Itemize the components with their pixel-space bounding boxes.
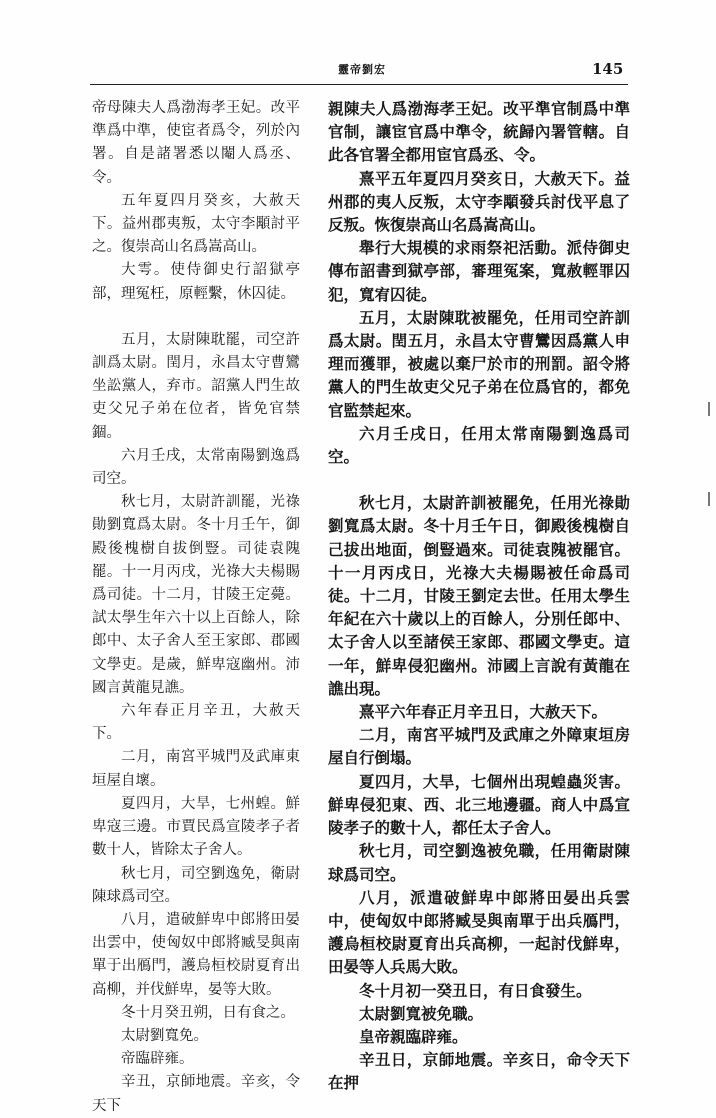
paragraph: 二月，南宮平城門及武庫東垣屋自壞。 [92,749,300,789]
paragraph: 帝母陳夫人爲渤海孝王妃。改平準爲中準，使宦者爲令，列於內署。自是諸署悉以閹人爲丞、令。 [92,100,300,186]
paragraph: 冬十月癸丑朔，日有食之。 [121,1004,295,1021]
page-number: 145 [592,60,624,78]
running-header-title: 靈帝劉宏 [338,63,386,76]
paragraph: 太尉劉寬免。 [121,1027,208,1044]
paragraph: 親陳夫人爲渤海孝王妃。改平準官制爲中準官制，讓宦官爲中準令，統歸內署管轄。自此各官署全都用宦官爲丞、令。 [328,99,630,165]
paragraph: 六月壬戌，太常南陽劉逸爲司空。 [92,447,300,488]
paragraph: 熹平六年春正月辛丑日，大赦天下。 [359,702,608,722]
paragraph: 辛丑，京師地震。辛亥，令天下 [92,1074,300,1114]
paragraph: 舉行大規模的求雨祭祀活動。派侍御史傳布詔書到獄亭部，審理冤案，寬赦輕罪囚犯，寬宥囚徒。 [328,238,630,304]
paragraph: 大雩。使侍御史行詔獄亭部，理冤枉，原輕繫，休囚徒。 [92,262,300,302]
paragraph: 熹平五年夏四月癸亥日，大赦天下。益州郡的夷人反叛，太守李顒發兵討伐平息了反叛。恢復崇高山名爲嵩高山。 [328,168,630,235]
classical-text-column [92,97,300,1118]
paragraph: 五月，太尉陳耽被罷免，任用司空許訓爲太尉。閏五月，永昌太守曹鸞因爲黨人申理而獲罪，被處以棄尸於市的刑罰。詔令將黨人的門生故吏父兄子弟在位爲官的，都免官監禁起來。 [328,307,630,420]
paragraph: 夏四月，大旱，七個州出現蝗蟲災害。鮮卑侵犯東、西、北三地邊疆。商人中爲宣陵孝子的數十人，都任太子舍人。 [328,771,630,838]
paragraph: 六年春正月辛丑，大赦天下。 [92,703,300,743]
paragraph: 帝臨辟雍。 [121,1051,194,1068]
header-rule [90,84,628,85]
scan-edge-mark [708,492,710,506]
paragraph: 皇帝親臨辟雍。 [359,1026,468,1046]
paragraph: 辛丑日，京師地震。辛亥日，命令天下在押 [328,1050,630,1093]
paragraph: 五月，太尉陳耽罷，司空許訓爲太尉。閏月，永昌太守曹鸞坐訟黨人，弃市。詔黨人門生故吏父兄子弟在位者，皆免官禁錮。 [92,331,300,441]
scan-edge-mark [708,402,710,416]
paragraph: 太尉劉寬被免職。 [359,1003,484,1023]
paragraph: 秋七月，太尉許訓被罷免，任用光祿勛劉寬爲太尉。冬十月壬午日，御殿後槐樹自己拔出地面，倒豎過來。司徒袁隗被罷官。十一月丙戌日，光祿大夫楊賜被任命爲司徒。十二月，甘陵王劉定去世。任用太學生年紀在六十歲以上的百餘人，分別任郎中、太子舍人以至諸侯王家郎、郡國文學吏。這一年，鮮卑侵犯幽州。沛國上言說有黃龍在譙出現。 [328,493,630,698]
paragraph: 夏四月，大旱，七州蝗。鮮卑寇三邊。市賈民爲宣陵孝子者數十人，皆除太子舍人。 [92,795,300,859]
paragraph: 八月，派遣破鮮卑中郎將田晏出兵雲中，使匈奴中郎將臧旻與南單于出兵鴈門，護烏桓校尉夏育出兵高柳，一起討伐鮮卑，田晏等人兵馬大敗。 [328,887,630,977]
paragraph: 秋七月，太尉許訓罷，光祿勛劉寬爲太尉。冬十月壬午，御殿後槐樹自拔倒豎。司徒袁隗罷。十一月丙戌，光祿大夫楊賜爲司徒。十二月，甘陵王定薨。試太學生年六十以上百餘人，除郎中、太子舍人至王家郎、郡國文學吏。是歲，鮮卑寇幽州。沛國言黃龍見譙。 [92,494,300,696]
translation-column [328,97,630,1095]
paragraph: 秋七月，司空劉逸免，衛尉陳球爲司空。 [92,865,300,905]
paragraph: 五年夏四月癸亥，大赦天下。益州郡夷叛，太守李顒討平之。復崇高山名爲嵩高山。 [92,192,300,256]
paragraph: 八月，遣破鮮卑中郎將田晏出雲中，使匈奴中郎將臧旻與南單于出鴈門，護烏桓校尉夏育出高柳，并伐鮮卑，晏等大敗。 [92,911,300,998]
paragraph: 六月壬戌日，任用太常南陽劉逸爲司空。 [328,423,630,467]
paragraph: 二月，南宮平城門及武庫之外障東垣房屋自行倒塌。 [328,725,630,768]
paragraph: 冬十月初一癸丑日，有日食發生。 [359,980,592,1000]
paragraph: 秋七月，司空劉逸被免職，任用衛尉陳球爲司空。 [328,841,630,884]
